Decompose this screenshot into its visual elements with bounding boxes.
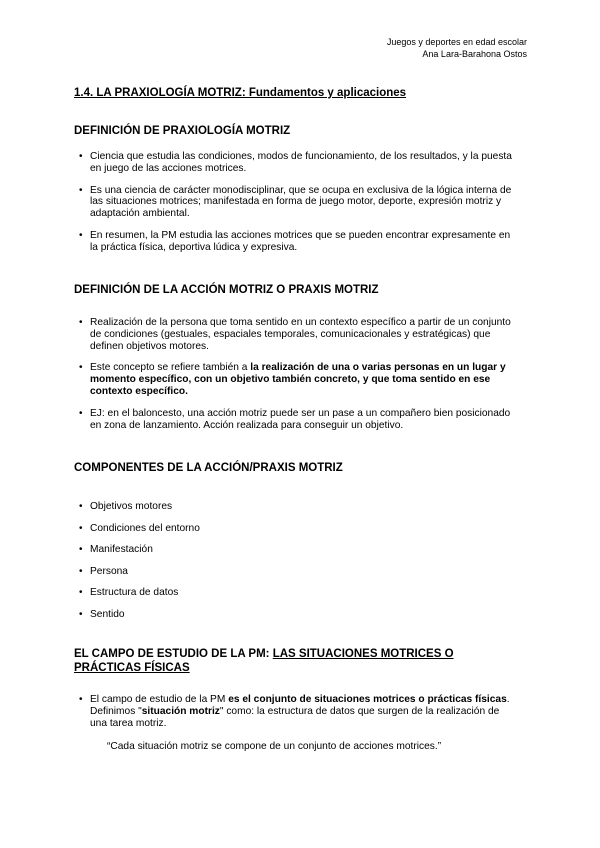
bullet-icon: • [79, 522, 83, 534]
section3-list [74, 496, 514, 625]
list-item: • Persona [74, 561, 514, 583]
header-author: Ana Lara-Barahona Ostos [422, 49, 527, 59]
header-course: Juegos y deportes en edad escolar [386, 37, 527, 47]
bullet-icon: • [79, 694, 83, 705]
bullet-icon: • [79, 317, 83, 328]
list-item: • Objetivos motores [74, 496, 514, 518]
section-heading-accion-motriz: DEFINICIÓN DE LA ACCIÓN MOTRIZ O PRAXIS MOTRIZ [74, 284, 379, 296]
list-item: • El campo de estudio de la PM es el conjunto de situaciones motrices o prácticas físicas. Definimos "situación motriz" como: la estructura de datos que surgen de la realización de una tarea motriz. [79, 694, 510, 729]
list-item: • Ciencia que estudia las condiciones, modos de funcionamiento, de los resultados, y la puesta en juego de las acciones motrices. [79, 151, 512, 174]
bullet-icon: • [79, 229, 83, 241]
page-header [387, 36, 527, 60]
section1-list [74, 151, 514, 254]
list-item: • Este concepto se refiere también a la realización de una o varias personas en un lugar y momento específico, con un objetivo también concreto, y que toma sentido en ese contexto específico. [79, 362, 506, 397]
bullet-icon: • [79, 407, 83, 419]
list-item: • Realización de la persona que toma sentido en un contexto específico a partir de un conjunto de condiciones (gestuales, espaciales temporales, comunicacionales y estratégicas) que definen objetivos motores. [79, 317, 511, 352]
page-title: 1.4. LA PRAXIOLOGÍA MOTRIZ: Fundamentos y aplicaciones [74, 87, 407, 99]
section-heading-praxiologia: DEFINICIÓN DE PRAXIOLOGÍA MOTRIZ [74, 125, 291, 137]
bullet-icon: • [79, 184, 83, 196]
list-item: • Estructura de datos [74, 582, 514, 604]
bullet-icon: • [79, 587, 83, 598]
list-item: • Sentido [74, 604, 514, 626]
bullet-icon: • [79, 501, 83, 512]
section2-list [74, 317, 514, 431]
section-heading-campo-estudio: EL CAMPO DE ESTUDIO DE LA PM: LAS SITUACIONES MOTRICES O PRÁCTICAS FÍSICAS [74, 648, 454, 674]
bullet-icon: • [79, 544, 83, 555]
list-item: • Manifestación [74, 539, 514, 561]
section-heading-componentes: COMPONENTES DE LA ACCIÓN/PRAXIS MOTRIZ [74, 462, 343, 474]
list-item: • Es una ciencia de carácter monodisciplinar, que se ocupa en exclusiva de la lógica interna de las situaciones motrices; manifestada en forma de juego motor, deporte, expresión motriz y adaptación ambiental. [79, 184, 512, 220]
section4-list [74, 694, 514, 729]
bullet-icon: • [79, 151, 83, 162]
bullet-icon: • [79, 608, 83, 620]
list-item: • EJ: en el baloncesto, una acción motriz puede ser un pase a un compañero bien posicionado en zona de lanzamiento. Acción realizada para conseguir un objetivo. [79, 407, 511, 431]
bullet-icon: • [79, 565, 83, 577]
list-item: • En resumen, la PM estudia las acciones motrices que se pueden encontrar expresamente en la práctica física, deportiva lúdica y expresiva. [79, 229, 511, 253]
quote-text: “Cada situación motriz se compone de un conjunto de acciones motrices.” [107, 741, 442, 752]
list-item: • Condiciones del entorno [74, 518, 514, 540]
bullet-icon: • [79, 362, 83, 374]
